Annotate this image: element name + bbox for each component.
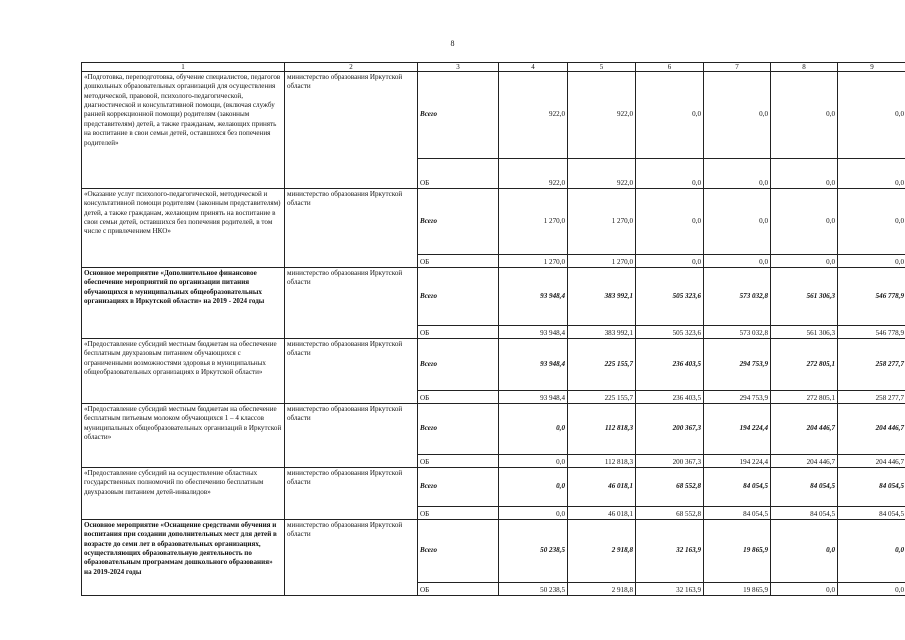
total-value: 1 270,0 xyxy=(568,189,636,255)
total-value: 50 238,5 xyxy=(499,520,568,583)
ob-value: 32 163,9 xyxy=(636,583,704,596)
total-value: 258 277,7 xyxy=(838,339,905,391)
total-value: 225 155,7 xyxy=(568,339,636,391)
ob-value: 272 805,1 xyxy=(771,391,838,404)
ob-value: 0,0 xyxy=(771,255,838,268)
total-value: 2 918,8 xyxy=(568,520,636,583)
total-value: 0,0 xyxy=(771,189,838,255)
ob-value: 505 323,6 xyxy=(636,326,704,339)
ob-value: 50 238,5 xyxy=(499,583,568,596)
ob-value: 383 992,1 xyxy=(568,326,636,339)
ob-value: 194 224,4 xyxy=(704,455,771,468)
ob-value: 546 778,9 xyxy=(838,326,905,339)
budget-table xyxy=(81,62,905,596)
event-name: «Предоставление субсидий местным бюджетам на обеспечение бесплатным двухразовым питанием обучающихся с ограниченными возможностями здоровья в муниципальных общеобразовательных организациях в Иркутской области» xyxy=(82,339,285,404)
total-value: 204 446,7 xyxy=(771,404,838,455)
column-number: 9 xyxy=(838,63,905,72)
ob-value: 0,0 xyxy=(838,255,905,268)
ob-value: 68 552,8 xyxy=(636,507,704,520)
funding-source-total: Всего xyxy=(418,268,499,326)
ob-value: 294 753,9 xyxy=(704,391,771,404)
total-value: 505 323,6 xyxy=(636,268,704,326)
total-value: 236 403,5 xyxy=(636,339,704,391)
column-number: 1 xyxy=(82,63,285,72)
total-value: 922,0 xyxy=(568,72,636,159)
funding-source-total: Всего xyxy=(418,520,499,583)
total-value: 1 270,0 xyxy=(499,189,568,255)
total-value: 19 865,9 xyxy=(704,520,771,583)
column-number: 2 xyxy=(285,63,418,72)
total-value: 294 753,9 xyxy=(704,339,771,391)
total-value: 200 367,3 xyxy=(636,404,704,455)
table-row xyxy=(82,520,905,583)
funding-source-ob: ОБ xyxy=(418,507,499,520)
column-number: 4 xyxy=(499,63,568,72)
table-row xyxy=(82,72,905,159)
total-value: 0,0 xyxy=(771,72,838,159)
ob-value: 19 865,9 xyxy=(704,583,771,596)
ob-value: 0,0 xyxy=(838,159,905,189)
responsible-executor: министерство образования Иркутской области xyxy=(285,468,418,520)
ob-value: 93 948,4 xyxy=(499,391,568,404)
ob-value: 0,0 xyxy=(704,255,771,268)
event-name: Основное мероприятие «Оснащение средствами обучения и воспитания при создании дополнительных мест для детей в возрасте до семи лет в образовательных организациях, осуществляющих образовательную деятельность по образовательным программам дошкольного образования» на 2019-2024 годы xyxy=(82,520,285,596)
responsible-executor: министерство образования Иркутской области xyxy=(285,520,418,596)
funding-source-ob: ОБ xyxy=(418,583,499,596)
funding-source-ob: ОБ xyxy=(418,159,499,189)
ob-value: 1 270,0 xyxy=(568,255,636,268)
total-value: 383 992,1 xyxy=(568,268,636,326)
ob-value: 258 277,7 xyxy=(838,391,905,404)
ob-value: 225 155,7 xyxy=(568,391,636,404)
ob-value: 0,0 xyxy=(499,507,568,520)
total-value: 46 018,1 xyxy=(568,468,636,507)
ob-value: 0,0 xyxy=(636,255,704,268)
total-value: 0,0 xyxy=(636,72,704,159)
funding-source-total: Всего xyxy=(418,339,499,391)
total-value: 573 032,8 xyxy=(704,268,771,326)
event-name: «Предоставление субсидий местным бюджетам на обеспечение бесплатным питьевым молоком обучающихся 1 – 4 классов муниципальных общеобразовательных организаций в Иркутской области» xyxy=(82,404,285,468)
total-value: 0,0 xyxy=(838,520,905,583)
ob-value: 204 446,7 xyxy=(771,455,838,468)
total-value: 204 446,7 xyxy=(838,404,905,455)
funding-source-ob: ОБ xyxy=(418,391,499,404)
column-number: 8 xyxy=(771,63,838,72)
column-number: 7 xyxy=(704,63,771,72)
ob-value: 93 948,4 xyxy=(499,326,568,339)
total-value: 32 163,9 xyxy=(636,520,704,583)
ob-value: 112 818,3 xyxy=(568,455,636,468)
total-value: 0,0 xyxy=(838,189,905,255)
column-number: 3 xyxy=(418,63,499,72)
funding-source-total: Всего xyxy=(418,404,499,455)
ob-value: 0,0 xyxy=(636,159,704,189)
funding-source-ob: ОБ xyxy=(418,455,499,468)
total-value: 112 818,3 xyxy=(568,404,636,455)
total-value: 922,0 xyxy=(499,72,568,159)
table-row xyxy=(82,404,905,455)
funding-source-ob: ОБ xyxy=(418,255,499,268)
ob-value: 561 306,3 xyxy=(771,326,838,339)
total-value: 0,0 xyxy=(704,72,771,159)
funding-source-total: Всего xyxy=(418,189,499,255)
ob-value: 922,0 xyxy=(499,159,568,189)
table-row xyxy=(82,468,905,507)
responsible-executor: министерство образования Иркутской области xyxy=(285,72,418,189)
responsible-executor: министерство образования Иркутской области xyxy=(285,339,418,404)
ob-value: 84 054,5 xyxy=(771,507,838,520)
total-value: 84 054,5 xyxy=(838,468,905,507)
funding-source-total: Всего xyxy=(418,72,499,159)
ob-value: 0,0 xyxy=(704,159,771,189)
column-number: 6 xyxy=(636,63,704,72)
ob-value: 84 054,5 xyxy=(838,507,905,520)
table-row xyxy=(82,339,905,391)
event-name: Основное мероприятие «Дополнительное финансовое обеспечение мероприятий по организации питания обучающихся в муниципальных общеобразовательных организациях в Иркутской области» на 2019 - 2024 годы xyxy=(82,268,285,339)
ob-value: 236 403,5 xyxy=(636,391,704,404)
total-value: 0,0 xyxy=(499,404,568,455)
responsible-executor: министерство образования Иркутской области xyxy=(285,268,418,339)
ob-value: 1 270,0 xyxy=(499,255,568,268)
ob-value: 0,0 xyxy=(499,455,568,468)
column-number-row xyxy=(82,63,905,72)
total-value: 68 552,8 xyxy=(636,468,704,507)
total-value: 0,0 xyxy=(704,189,771,255)
ob-value: 46 018,1 xyxy=(568,507,636,520)
table-row xyxy=(82,189,905,255)
ob-value: 2 918,8 xyxy=(568,583,636,596)
responsible-executor: министерство образования Иркутской области xyxy=(285,404,418,468)
funding-source-total: Всего xyxy=(418,468,499,507)
column-number: 5 xyxy=(568,63,636,72)
total-value: 0,0 xyxy=(636,189,704,255)
total-value: 93 948,4 xyxy=(499,339,568,391)
total-value: 561 306,3 xyxy=(771,268,838,326)
event-name: «Предоставление субсидий на осуществление областных государственных полномочий по обеспечению бесплатным двухразовым питанием детей-инвалидов» xyxy=(82,468,285,520)
total-value: 0,0 xyxy=(771,520,838,583)
total-value: 84 054,5 xyxy=(771,468,838,507)
total-value: 546 778,9 xyxy=(838,268,905,326)
ob-value: 204 446,7 xyxy=(838,455,905,468)
ob-value: 84 054,5 xyxy=(704,507,771,520)
total-value: 0,0 xyxy=(499,468,568,507)
responsible-executor: министерство образования Иркутской области xyxy=(285,189,418,268)
total-value: 93 948,4 xyxy=(499,268,568,326)
ob-value: 573 032,8 xyxy=(704,326,771,339)
page-number: 8 xyxy=(450,39,455,48)
table-row xyxy=(82,268,905,326)
event-name: «Подготовка, переподготовка, обучение специалистов, педагогов дошкольных образовательных организаций для осуществления методической, правовой, психолого-педагогической, диагностической и консультативной помощи, (включая службу ранней коррекционной помощи) родителям (законным представителям) детей, а также гражданам, желающих принять на воспитание в свои семьи детей, оставшихся без попечения родителей» xyxy=(82,72,285,189)
total-value: 272 805,1 xyxy=(771,339,838,391)
funding-source-ob: ОБ xyxy=(418,326,499,339)
event-name: «Оказание услуг психолого-педагогической, методической и консультативной помощи родителям (законным представителям) детей, а также гражданам, желающим принять на воспитание в свои семьи детей, оставшихся без попечения родителей, в том числе с привлечением НКО» xyxy=(82,189,285,268)
ob-value: 922,0 xyxy=(568,159,636,189)
total-value: 0,0 xyxy=(838,72,905,159)
total-value: 84 054,5 xyxy=(704,468,771,507)
ob-value: 0,0 xyxy=(838,583,905,596)
ob-value: 0,0 xyxy=(771,583,838,596)
ob-value: 0,0 xyxy=(771,159,838,189)
total-value: 194 224,4 xyxy=(704,404,771,455)
ob-value: 200 367,3 xyxy=(636,455,704,468)
